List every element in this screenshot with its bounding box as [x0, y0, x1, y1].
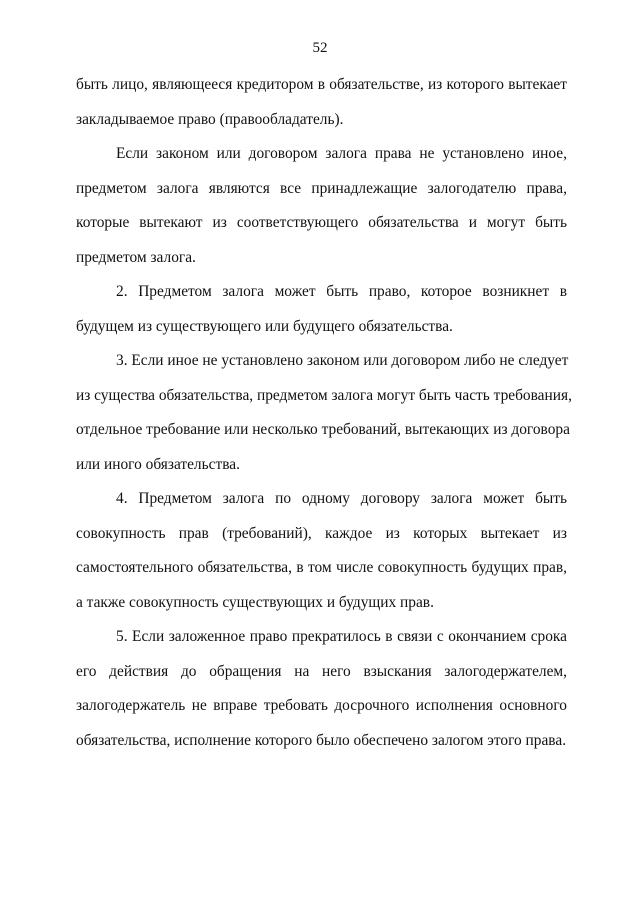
paragraph-line: или иного обязательства.: [76, 455, 240, 473]
paragraph-line: которые вытекают из соответствующего обязательства и могут быть: [76, 214, 567, 231]
paragraph-line: закладываемое право (правообладатель).: [76, 110, 344, 128]
paragraph-line: а также совокупность существующих и будущих прав.: [76, 593, 434, 611]
paragraph-line: 3. Если иное не установлено законом или договором либо не следует: [116, 352, 569, 369]
paragraph-line: отдельное требование или несколько требований, вытекающих из договора: [76, 421, 570, 438]
paragraph-line: обязательства, исполнение которого было обеспечено залогом этого права.: [76, 731, 567, 749]
paragraph-3: [76, 281, 567, 350]
paragraph-line: 2. Предметом залога может быть право, которое возникнет в: [116, 283, 567, 300]
paragraph-line: 5. Если заложенное право прекратилось в связи с окончанием срока: [116, 628, 567, 645]
paragraph-line: его действия до обращения на него взыскания залогодержателем,: [76, 662, 567, 680]
paragraph-line: Если законом или договором залога права не установлено иное,: [116, 145, 567, 162]
paragraph-5: [76, 488, 567, 626]
paragraph-line: предметом залога.: [76, 248, 196, 266]
paragraph-line: из существа обязательства, предметом залога могут быть часть требования,: [76, 386, 572, 404]
paragraph-line: самостоятельного обязательства, в том числе совокупность будущих прав,: [76, 559, 567, 576]
paragraph-line: залогодержатель не вправе требовать досрочного исполнения основного: [76, 697, 567, 714]
paragraph-line: 4. Предметом залога по одному договору залога может быть: [116, 490, 567, 507]
paragraph-4: [76, 350, 572, 488]
paragraph-6: [76, 626, 567, 764]
paragraph-line: совокупность прав (требований), каждое из которых вытекает из: [76, 524, 567, 542]
paragraph-line: будущем из существующего или будущего обязательства.: [76, 317, 453, 335]
paragraph-line: предметом залога являются все принадлежащие залогодателю права,: [76, 179, 567, 197]
paragraph-2: [76, 143, 567, 281]
paragraph-line: быть лицо, являющееся кредитором в обязательстве, из которого вытекает: [76, 76, 567, 93]
page-number: 52: [312, 40, 328, 56]
paragraph-1: [76, 74, 567, 143]
document-body: [76, 74, 572, 764]
